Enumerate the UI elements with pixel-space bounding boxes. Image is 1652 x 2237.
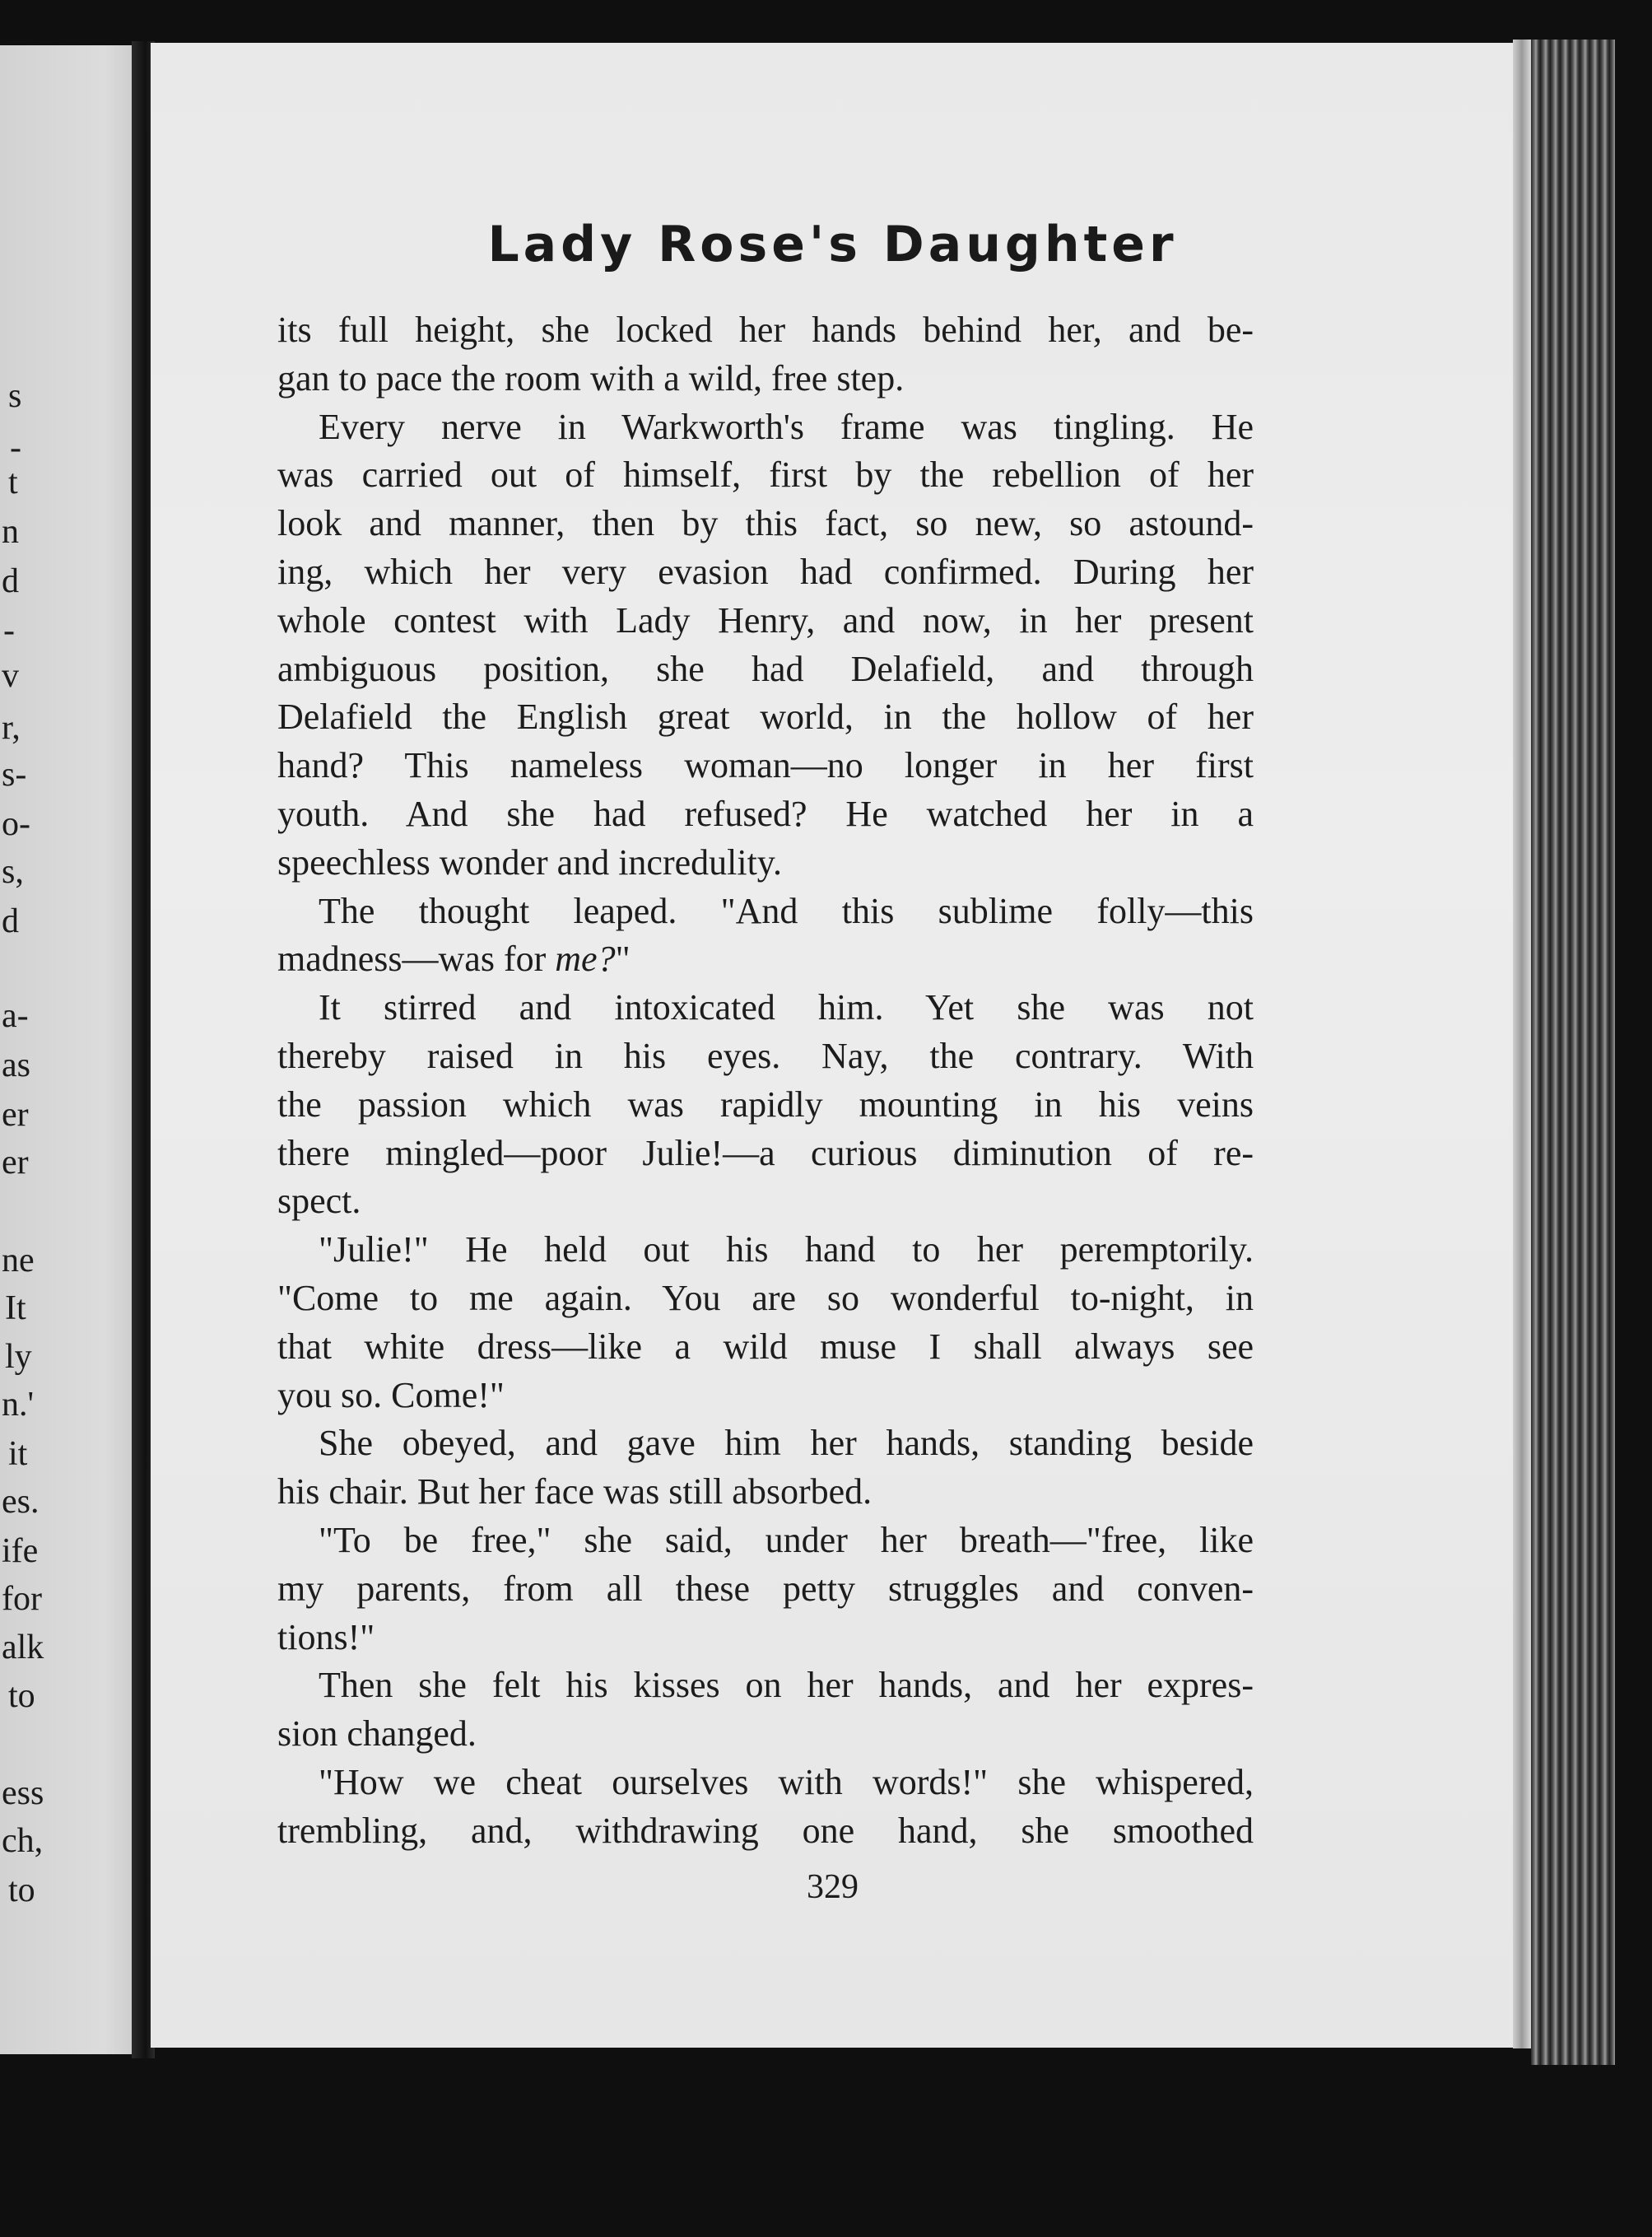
text-line: whole contest with Lady Henry, and now, in her present: [277, 599, 1254, 641]
text-line: its full height, she locked her hands behind her, and be-: [277, 310, 1254, 350]
fragment: -: [3, 612, 15, 650]
fragment: it: [8, 1435, 28, 1473]
fragment: as: [2, 1046, 30, 1084]
text-line: "To be free," she said, under her breath—"free, like: [319, 1519, 1254, 1560]
text-line: "How we cheat ourselves with words!" she whispered,: [319, 1761, 1254, 1802]
text-line: that white dress—like a wild muse I shall always see: [277, 1326, 1254, 1367]
text-line: my parents, from all these petty struggles and conven-: [277, 1568, 1254, 1609]
text-line: Then she felt his kisses on her hands, and her expres-: [319, 1665, 1254, 1706]
fragment: -: [10, 429, 21, 467]
fragment: to: [8, 1871, 35, 1909]
text-line: look and manner, then by this fact, so new, so astound-: [277, 503, 1254, 544]
text-line: Delafield the English great world, in the hollow of her: [277, 697, 1254, 738]
text-line: tions!": [277, 1616, 375, 1657]
text-line: the passion which was rapidly mounting in his veins: [277, 1084, 1254, 1125]
text-line: [277, 935, 1254, 984]
text-line: gan to pace the room with a wild, free step.: [277, 357, 905, 398]
fragment: a-: [2, 997, 29, 1035]
text-line: his chair. But her face was still absorbed.: [277, 1471, 873, 1512]
text-line: ing, which her very evasion had confirmed. During her: [277, 551, 1254, 592]
book-page-edges: [1531, 40, 1615, 2065]
facing-page-left: [0, 45, 150, 2054]
text-line: youth. And she had refused? He watched her in a: [277, 793, 1254, 834]
fragment: It: [5, 1289, 26, 1327]
fragment: o-: [2, 805, 30, 843]
fragment: to: [8, 1677, 35, 1715]
text-line: trembling, and, withdrawing one hand, she smoothed: [277, 1810, 1254, 1851]
fragment: s: [8, 377, 22, 415]
fragment: ife: [2, 1532, 39, 1570]
fragment: s,: [2, 853, 24, 891]
fragment: s-: [2, 756, 27, 794]
closing-quote: ": [615, 939, 631, 980]
text-line: She obeyed, and gave him her hands, standing beside: [319, 1423, 1254, 1464]
text-line: It stirred and intoxicated him. Yet she was not: [319, 987, 1254, 1028]
text-line: there mingled—poor Julie!—a curious diminution of re-: [277, 1132, 1254, 1173]
fragment: t: [8, 464, 18, 501]
fragment: n: [2, 513, 19, 551]
fragment: n.': [2, 1386, 35, 1424]
fragment: es.: [2, 1483, 40, 1521]
text-line: speechless wonder and incredulity.: [277, 841, 782, 883]
text-line: "Come to me again. You are so wonderful to-night, in: [277, 1277, 1254, 1318]
fragment: ly: [5, 1338, 32, 1376]
fragment: for: [2, 1580, 42, 1618]
fragment: er: [2, 1144, 29, 1181]
running-head: Lady Rose's Daughter: [487, 216, 1178, 273]
fragment: ch,: [2, 1822, 44, 1860]
fragment: er: [2, 1096, 29, 1134]
fragment: alk: [2, 1629, 44, 1666]
text-line: hand? This nameless woman—no longer in her first: [277, 745, 1254, 786]
fragment: d: [2, 562, 19, 600]
page-number: 329: [807, 1868, 859, 1906]
text-line: was carried out of himself, first by the rebellion of her: [277, 454, 1254, 496]
text-line: sion changed.: [277, 1713, 477, 1755]
fragment: d: [2, 902, 19, 940]
text-line: "Julie!" He held out his hand to her peremptorily.: [319, 1229, 1254, 1270]
emphasized-word: me?: [555, 939, 616, 980]
text-line: thereby raised in his eyes. Nay, the contrary. With: [277, 1035, 1254, 1076]
text-line: Every nerve in Warkworth's frame was tingling. He: [319, 406, 1254, 447]
fragment: ess: [2, 1774, 44, 1812]
fragment: r,: [2, 709, 21, 747]
text-line: spect.: [277, 1181, 361, 1222]
page-edge: [1513, 40, 1531, 2048]
text-line: ambiguous position, she had Delafield, and through: [277, 648, 1254, 689]
fragment: ne: [2, 1242, 35, 1279]
text-line: The thought leaped. "And this sublime folly—this: [319, 890, 1254, 931]
body-text: [277, 306, 1254, 1856]
fragment: v: [2, 657, 19, 695]
text-fragment: madness—was for: [277, 939, 556, 980]
text-line: you so. Come!": [277, 1374, 505, 1415]
